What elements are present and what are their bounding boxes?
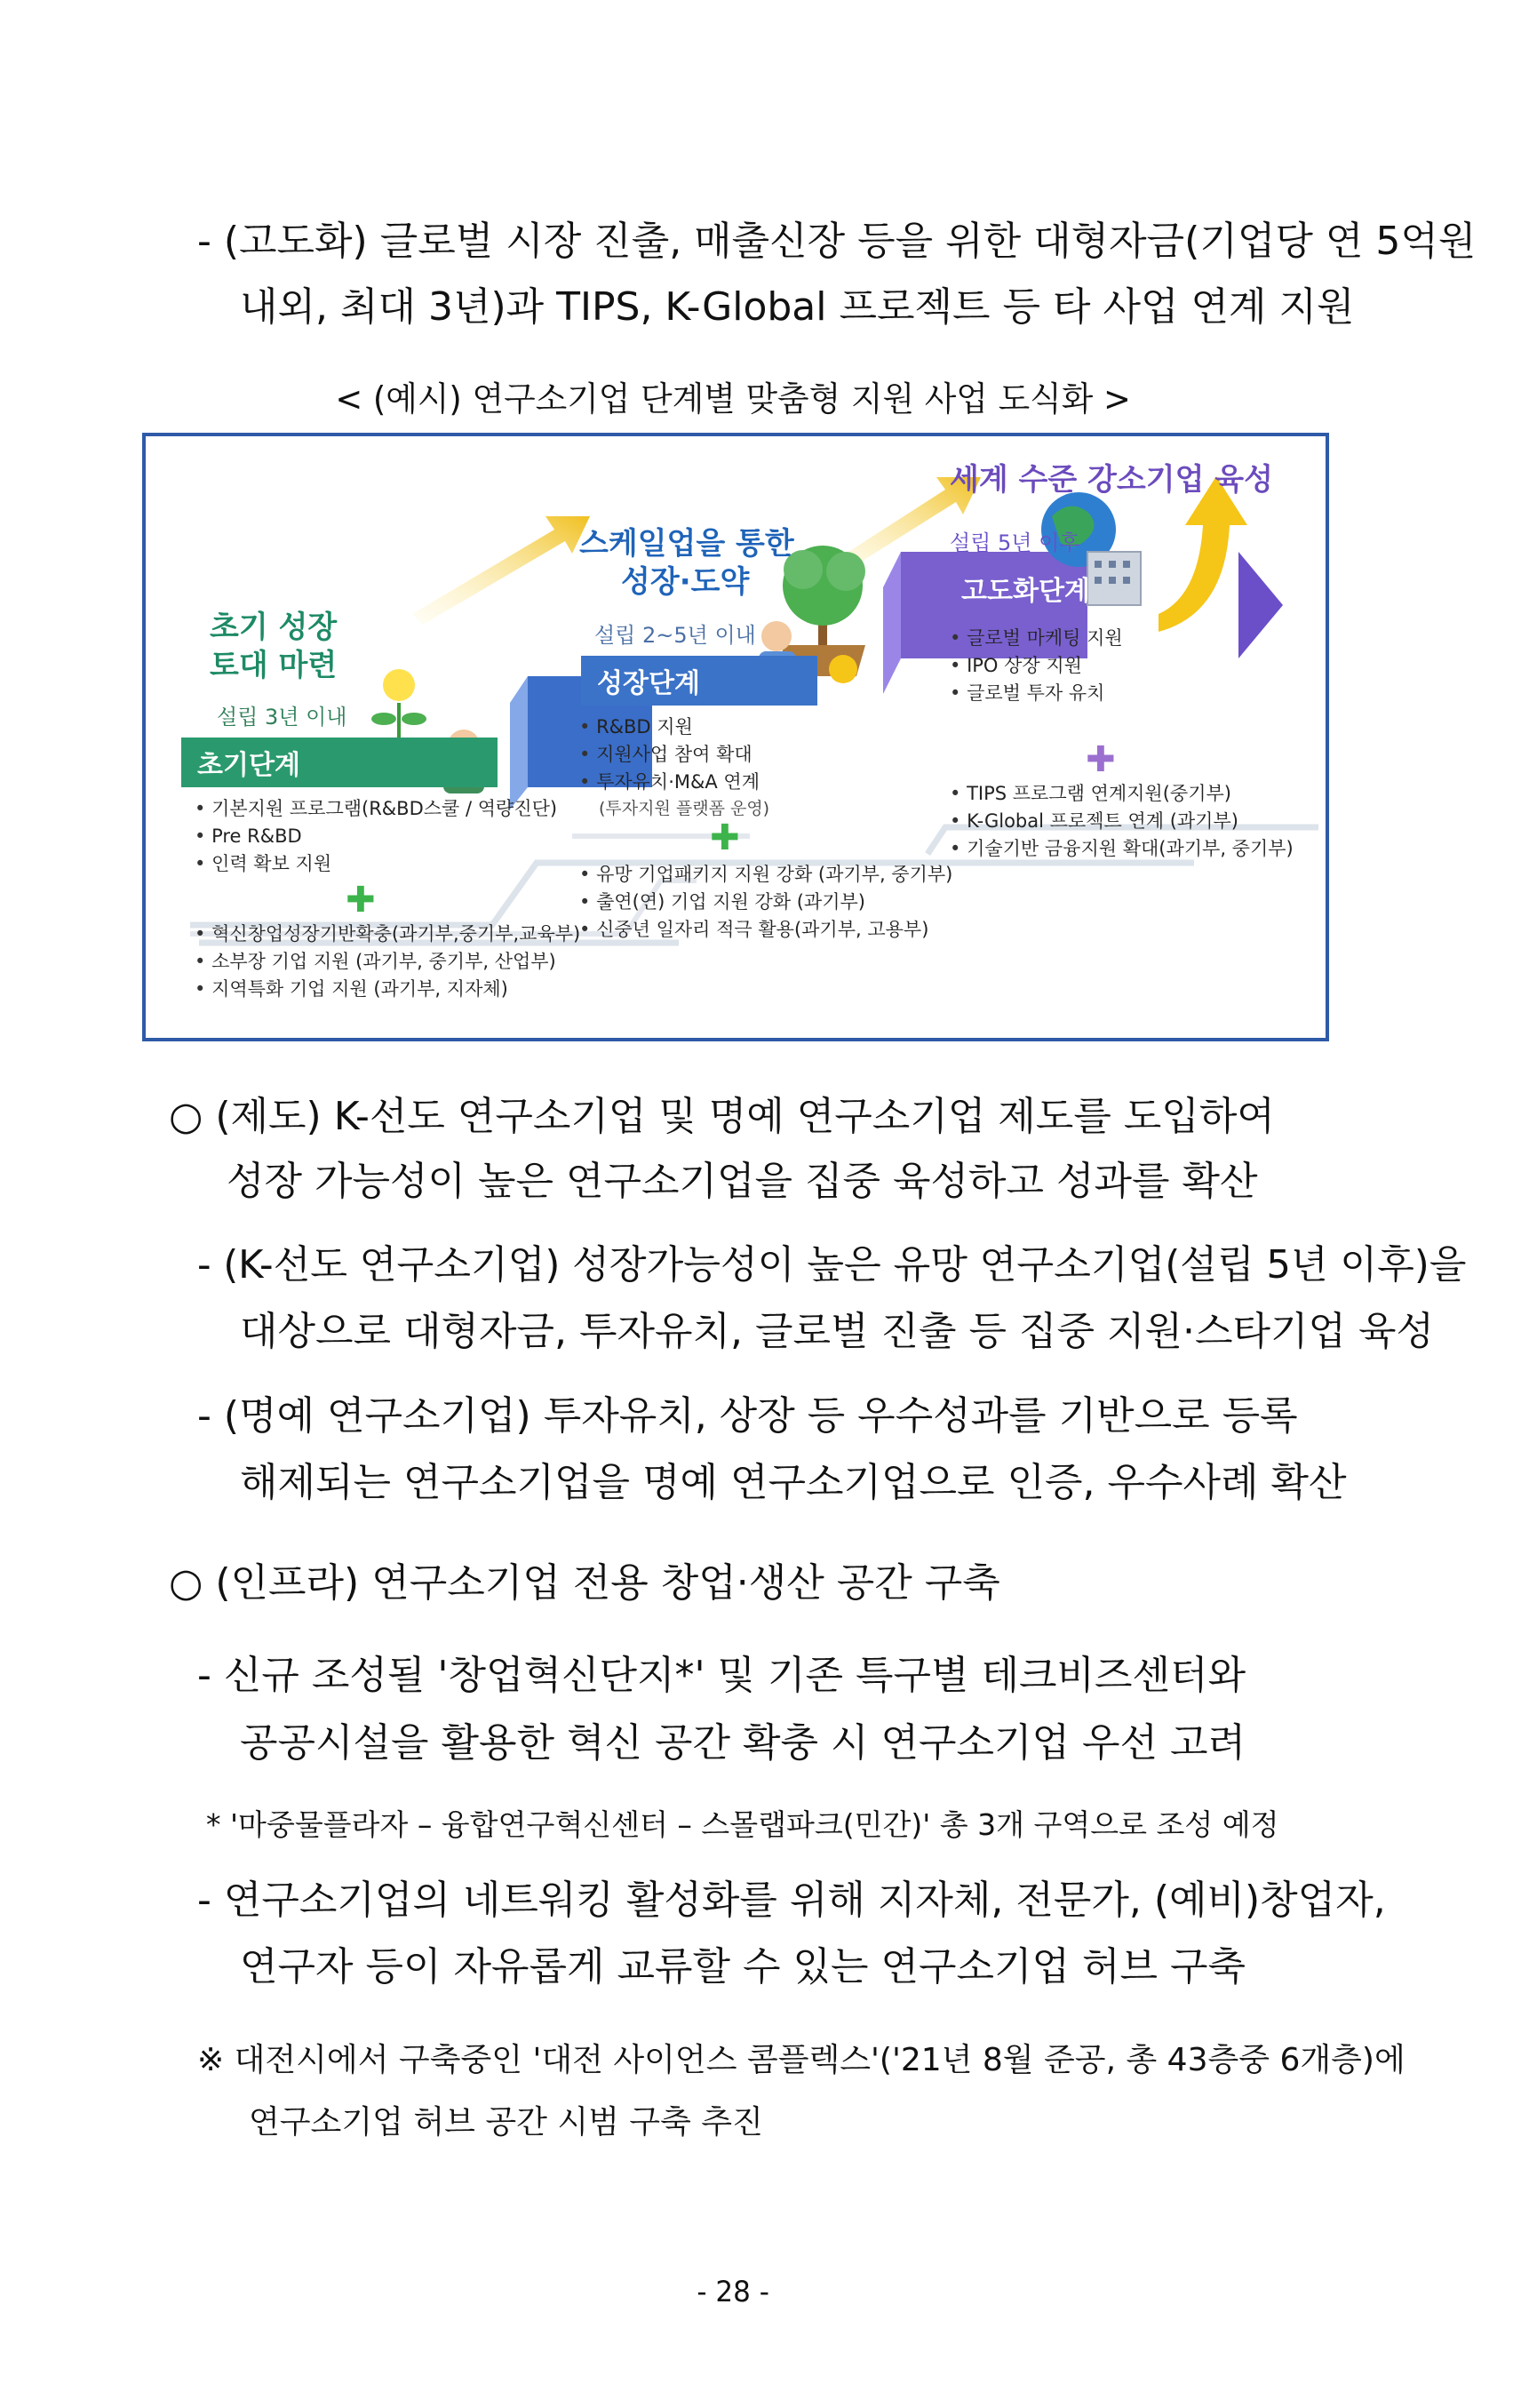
- stage2-heading-line2: 성장·도약: [621, 564, 750, 600]
- infra-note-line-2: 연구소기업 허브 공간 시범 구축 추진: [249, 2104, 763, 2141]
- jedo-sub1-line-1: - (K-선도 연구소기업) 성장가능성이 높은 유망 연구소기업(설립 5년 이후)을: [197, 1242, 1467, 1288]
- list-item-note: (투자지원 플랫폼 운영): [599, 799, 770, 819]
- infra-line-1: ○ (인프라) 연구소기업 전용 창업·생산 공간 구축: [169, 1560, 1000, 1606]
- stage2-items: [579, 714, 769, 821]
- stage3-plus-items: [950, 780, 1294, 863]
- list-item: • 투자유치·M&A 연계: [579, 769, 769, 796]
- jedo-line-2: 성장 가능성이 높은 연구소기업을 집중 육성하고 성과를 확산: [227, 1159, 1258, 1204]
- infra-sub2-line-1: - 연구소기업의 네트워킹 활성화를 위해 지자체, 전문가, (예비)창업자,: [197, 1878, 1386, 1923]
- stage2-plus-items: [579, 861, 952, 944]
- gohua-line-2: 내외, 최대 3년)과 TIPS, K-Global 프로젝트 등 타 사업 연계 지원: [240, 284, 1355, 330]
- infra-note-line-1: ※ 대전시에서 구축중인 '대전 사이언스 콤플렉스'('21년 8월 준공, 총 43층중 6개층)에: [197, 2042, 1405, 2078]
- list-item: • TIPS 프로그램 연계지원(중기부): [950, 780, 1294, 808]
- stage1-plus-items: [195, 921, 580, 1003]
- list-item: • 지원사업 참여 확대: [579, 741, 769, 769]
- stage2-heading-line1: 스케일업을 통한: [579, 526, 794, 562]
- list-item: • 인력 확보 지원: [195, 850, 557, 878]
- infra-footnote: * '마중물플라자 – 융합연구혁신센터 – 스몰랩파크(민간)' 총 3개 구역으로 조성 예정: [206, 1807, 1279, 1842]
- list-item: • 신중년 일자리 적극 활용(과기부, 고용부): [579, 916, 952, 944]
- infra-sub1-line-2: 공공시설을 활용한 혁신 공간 확충 시 연구소기업 우선 고려: [240, 1720, 1246, 1766]
- list-item: • 기본지원 프로그램(R&BD스쿨 / 역량진단): [195, 795, 557, 823]
- stage3-period: 설립 5년 이후: [950, 530, 1080, 555]
- list-item: • K-Global 프로젝트 연계 (과기부): [950, 808, 1294, 835]
- list-item: • 지역특화 기업 지원 (과기부, 지자체): [195, 976, 580, 1003]
- list-item: • Pre R&BD: [195, 823, 557, 850]
- stage1-label: 초기단계: [181, 738, 498, 787]
- plus-icon: ✚: [346, 880, 376, 921]
- infra-sub2-line-2: 연구자 등이 자유롭게 교류할 수 있는 연구소기업 허브 구축: [240, 1944, 1246, 1989]
- list-item: • IPO 상장 지원: [950, 652, 1123, 680]
- plus-icon: ✚: [710, 817, 740, 858]
- list-item: • 소부장 기업 지원 (과기부, 중기부, 산업부): [195, 948, 580, 976]
- stage1-items: [195, 795, 557, 878]
- stage1-heading-line2: 토대 마련: [210, 648, 338, 683]
- jedo-sub2-line-1: - (명예 연구소기업) 투자유치, 상장 등 우수성과를 기반으로 등록: [197, 1393, 1298, 1439]
- stage2-period: 설립 2~5년 이내: [594, 623, 756, 648]
- jedo-line-1: ○ (제도) K-선도 연구소기업 및 명예 연구소기업 제도를 도입하여: [169, 1094, 1275, 1139]
- stage1-heading-line1: 초기 성장: [210, 610, 338, 645]
- page-number: - 28 -: [697, 2275, 769, 2308]
- stage3-heading: 세계 수준 강소기업 육성: [950, 462, 1273, 498]
- list-item: • 기술기반 금융지원 확대(과기부, 중기부): [950, 835, 1294, 863]
- list-item: • 혁신창업성장기반확충(과기부,중기부,교육부): [195, 921, 580, 948]
- jedo-sub1-line-2: 대상으로 대형자금, 투자유치, 글로벌 진출 등 집중 지원·스타기업 육성: [240, 1309, 1434, 1354]
- list-item: • 출연(연) 기업 지원 강화 (과기부): [579, 889, 952, 916]
- stage1-period: 설립 3년 이내: [217, 705, 347, 730]
- list-item: • 유망 기업패키지 지원 강화 (과기부, 중기부): [579, 861, 952, 889]
- support-stages-diagram: [142, 433, 1329, 1041]
- list-item: • R&BD 지원: [579, 714, 769, 741]
- figure-caption: < (예시) 연구소기업 단계별 맞춤형 지원 사업 도식화 >: [335, 379, 1131, 419]
- infra-sub1-line-1: - 신규 조성될 '창업혁신단지*' 및 기존 특구별 테크비즈센터와: [197, 1653, 1246, 1698]
- list-item: • 글로벌 마케팅 지원: [950, 625, 1123, 652]
- gohua-line-1: - (고도화) 글로벌 시장 진출, 매출신장 등을 위한 대형자금(기업당 연 5억원: [197, 219, 1477, 264]
- stage2-label: 성장단계: [581, 656, 817, 706]
- stage3-items: [950, 625, 1123, 707]
- stage3-label: 고도화단계: [961, 576, 1090, 607]
- plus-icon: ✚: [1086, 739, 1116, 780]
- jedo-sub2-line-2: 해제되는 연구소기업을 명예 연구소기업으로 인증, 우수사례 확산: [240, 1460, 1347, 1505]
- list-item: • 글로벌 투자 유치: [950, 680, 1123, 707]
